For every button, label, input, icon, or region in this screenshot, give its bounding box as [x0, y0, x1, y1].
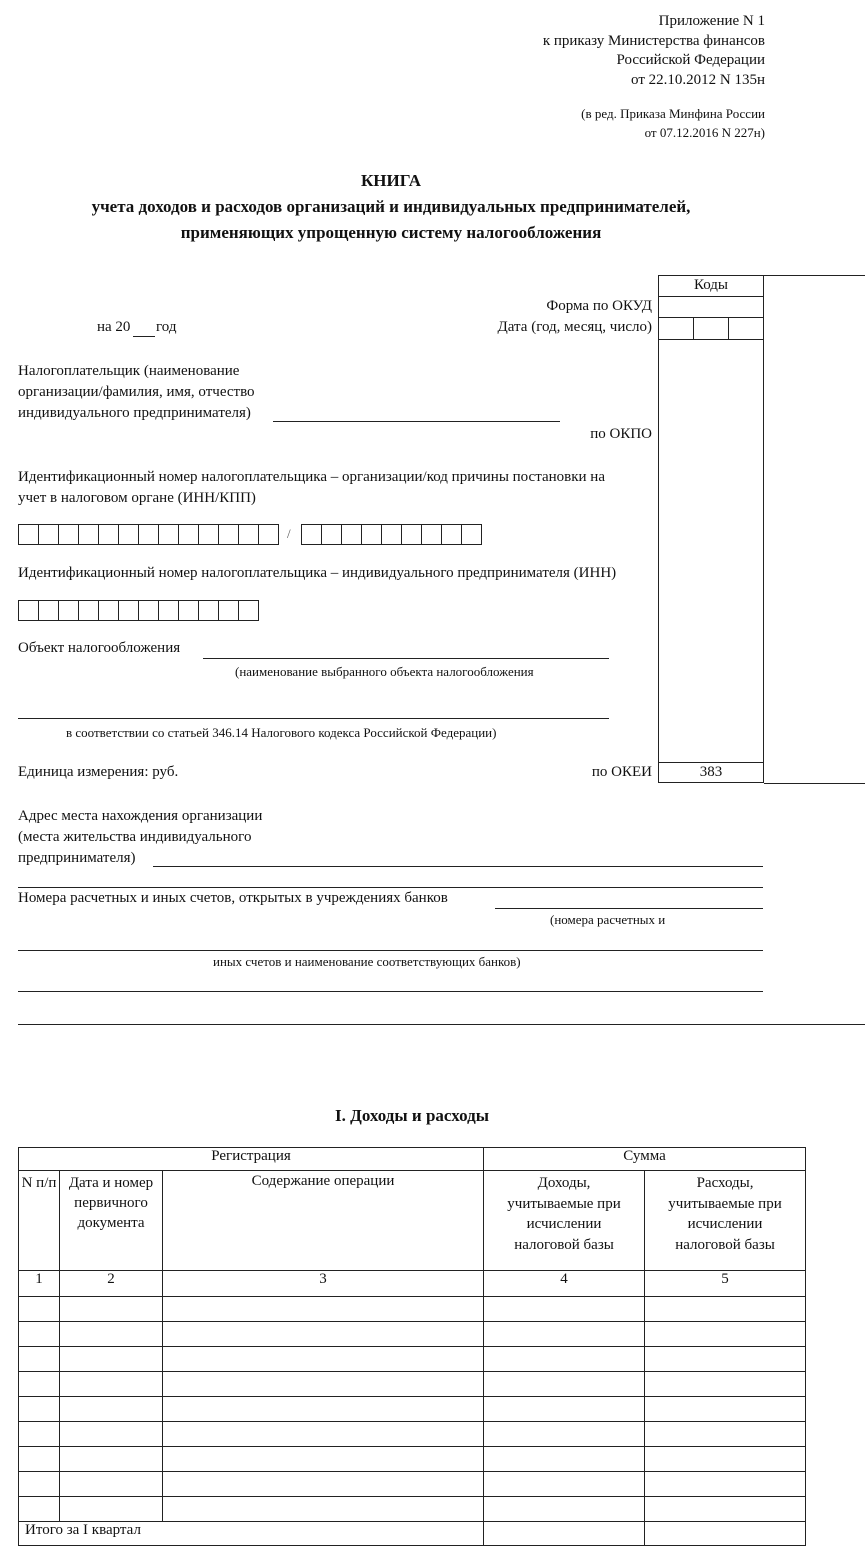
col-date-header: Дата и номер первичного документа [60, 1171, 163, 1271]
codes-column [658, 275, 764, 783]
inn-kpp-separator: / [287, 526, 291, 541]
section-title: I. Доходы и расходы [335, 1106, 489, 1125]
table-row [19, 1447, 806, 1472]
group-sum: Сумма [484, 1148, 806, 1171]
year-blank [133, 336, 155, 337]
tax-object-hint-1: (наименование выбранного объекта налогообложения [235, 664, 534, 679]
inn-org-line-2: учет в налоговом органе (ИНН/КПП) [18, 490, 256, 506]
taxpayer-blank [273, 421, 560, 422]
inn-org-line-1: Идентификационный номер налогоплательщика – организации/код причины постановки на [18, 469, 605, 485]
order-line-1: к приказу Министерства финансов [542, 32, 765, 49]
appendix-note [543, 12, 765, 90]
year-suffix: год [156, 319, 177, 335]
address-line-3: предпринимателя) [18, 850, 136, 866]
col-expense-header: Расходы, учитываемые при исчислении налоговой базы [645, 1171, 806, 1271]
col-number-1: 1 [19, 1271, 60, 1297]
address-line-2: (места жительства индивидуального [18, 829, 252, 845]
taxpayer-label [18, 361, 255, 424]
tax-object-blank [203, 658, 609, 659]
col-n-header: N п/п [19, 1171, 60, 1271]
date-label: Дата (год, месяц, число) [497, 319, 652, 335]
edition-line-2: от 07.12.2016 N 227н) [644, 125, 765, 140]
accounts-blank-2 [18, 950, 763, 951]
taxpayer-line-2: организации/фамилия, имя, отчество [18, 384, 255, 400]
year-prefix: на 20 [97, 319, 131, 335]
accounts-blank-3 [18, 991, 763, 992]
address-line-1: Адрес места нахождения организации [18, 808, 263, 824]
order-date: от 22.10.2012 N 135н [631, 71, 765, 88]
col-number-5: 5 [645, 1271, 806, 1297]
inn-org-cells [18, 524, 278, 545]
okei-code: 383 [699, 764, 723, 780]
address-label [18, 806, 262, 869]
accounts-hint-2: иных счетов и наименование соответствующих банков) [213, 954, 521, 969]
col-income-header: Доходы, учитываемые при исчислении налоговой базы [484, 1171, 645, 1271]
accounts-blank-4 [18, 1024, 865, 1025]
order-line-2: Российской Федерации [616, 52, 765, 68]
table-row [19, 1422, 806, 1447]
total-row [19, 1522, 806, 1546]
income-expense-table [18, 1147, 806, 1546]
inn-ip-cells [18, 600, 258, 621]
accounts-label: Номера расчетных и иных счетов, открытых в учреждениях банков [18, 890, 448, 906]
table-row [19, 1472, 806, 1497]
title-line-1: КНИГА [360, 171, 421, 190]
group-registration: Регистрация [19, 1148, 484, 1171]
col-number-2: 2 [60, 1271, 163, 1297]
tax-object-hint-2: в соответствии со статьей 346.14 Налогового кодекса Российской Федерации) [66, 725, 497, 740]
inn-org-label [18, 467, 605, 509]
table-row [19, 1372, 806, 1397]
table-row [19, 1297, 806, 1322]
title-line-3: применяющих упрощенную систему налогообложения [180, 223, 602, 242]
tax-object-label: Объект налогообложения [18, 640, 181, 656]
table-row [19, 1397, 806, 1422]
inn-ip-label: Идентификационный номер налогоплательщика – индивидуального предпринимателя (ИНН) [18, 565, 617, 581]
taxpayer-line-1: Налогоплательщик (наименование [18, 363, 240, 379]
col-number-3: 3 [163, 1271, 484, 1297]
accounts-blank [495, 908, 763, 909]
kpp-cells [301, 524, 481, 545]
address-blank [153, 866, 763, 867]
total-label: Итого за I квартал [19, 1522, 484, 1546]
okpo-label: по ОКПО [590, 426, 652, 442]
edition-line-1: (в ред. Приказа Минфина России [581, 106, 765, 121]
table-row [19, 1497, 806, 1522]
table-row [19, 1347, 806, 1372]
accounts-hint-1: (номера расчетных и [550, 912, 666, 927]
taxpayer-line-3: индивидуального предпринимателя) [18, 405, 251, 421]
col-number-4: 4 [484, 1271, 645, 1297]
table-row [19, 1322, 806, 1347]
tax-object-blank-2 [18, 718, 609, 719]
okud-label: Форма по ОКУД [546, 298, 652, 314]
title-line-2: учета доходов и расходов организаций и индивидуальных предпринимателей, [91, 197, 691, 216]
okei-label: по ОКЕИ [591, 764, 652, 780]
document-title [0, 168, 782, 246]
col-content-header: Содержание операции [163, 1171, 484, 1271]
edition-note [581, 104, 765, 142]
address-blank-2 [18, 887, 763, 888]
appendix-title: Приложение N 1 [658, 13, 765, 29]
unit-label: Единица измерения: руб. [18, 764, 179, 780]
codes-header: Коды [693, 277, 729, 293]
